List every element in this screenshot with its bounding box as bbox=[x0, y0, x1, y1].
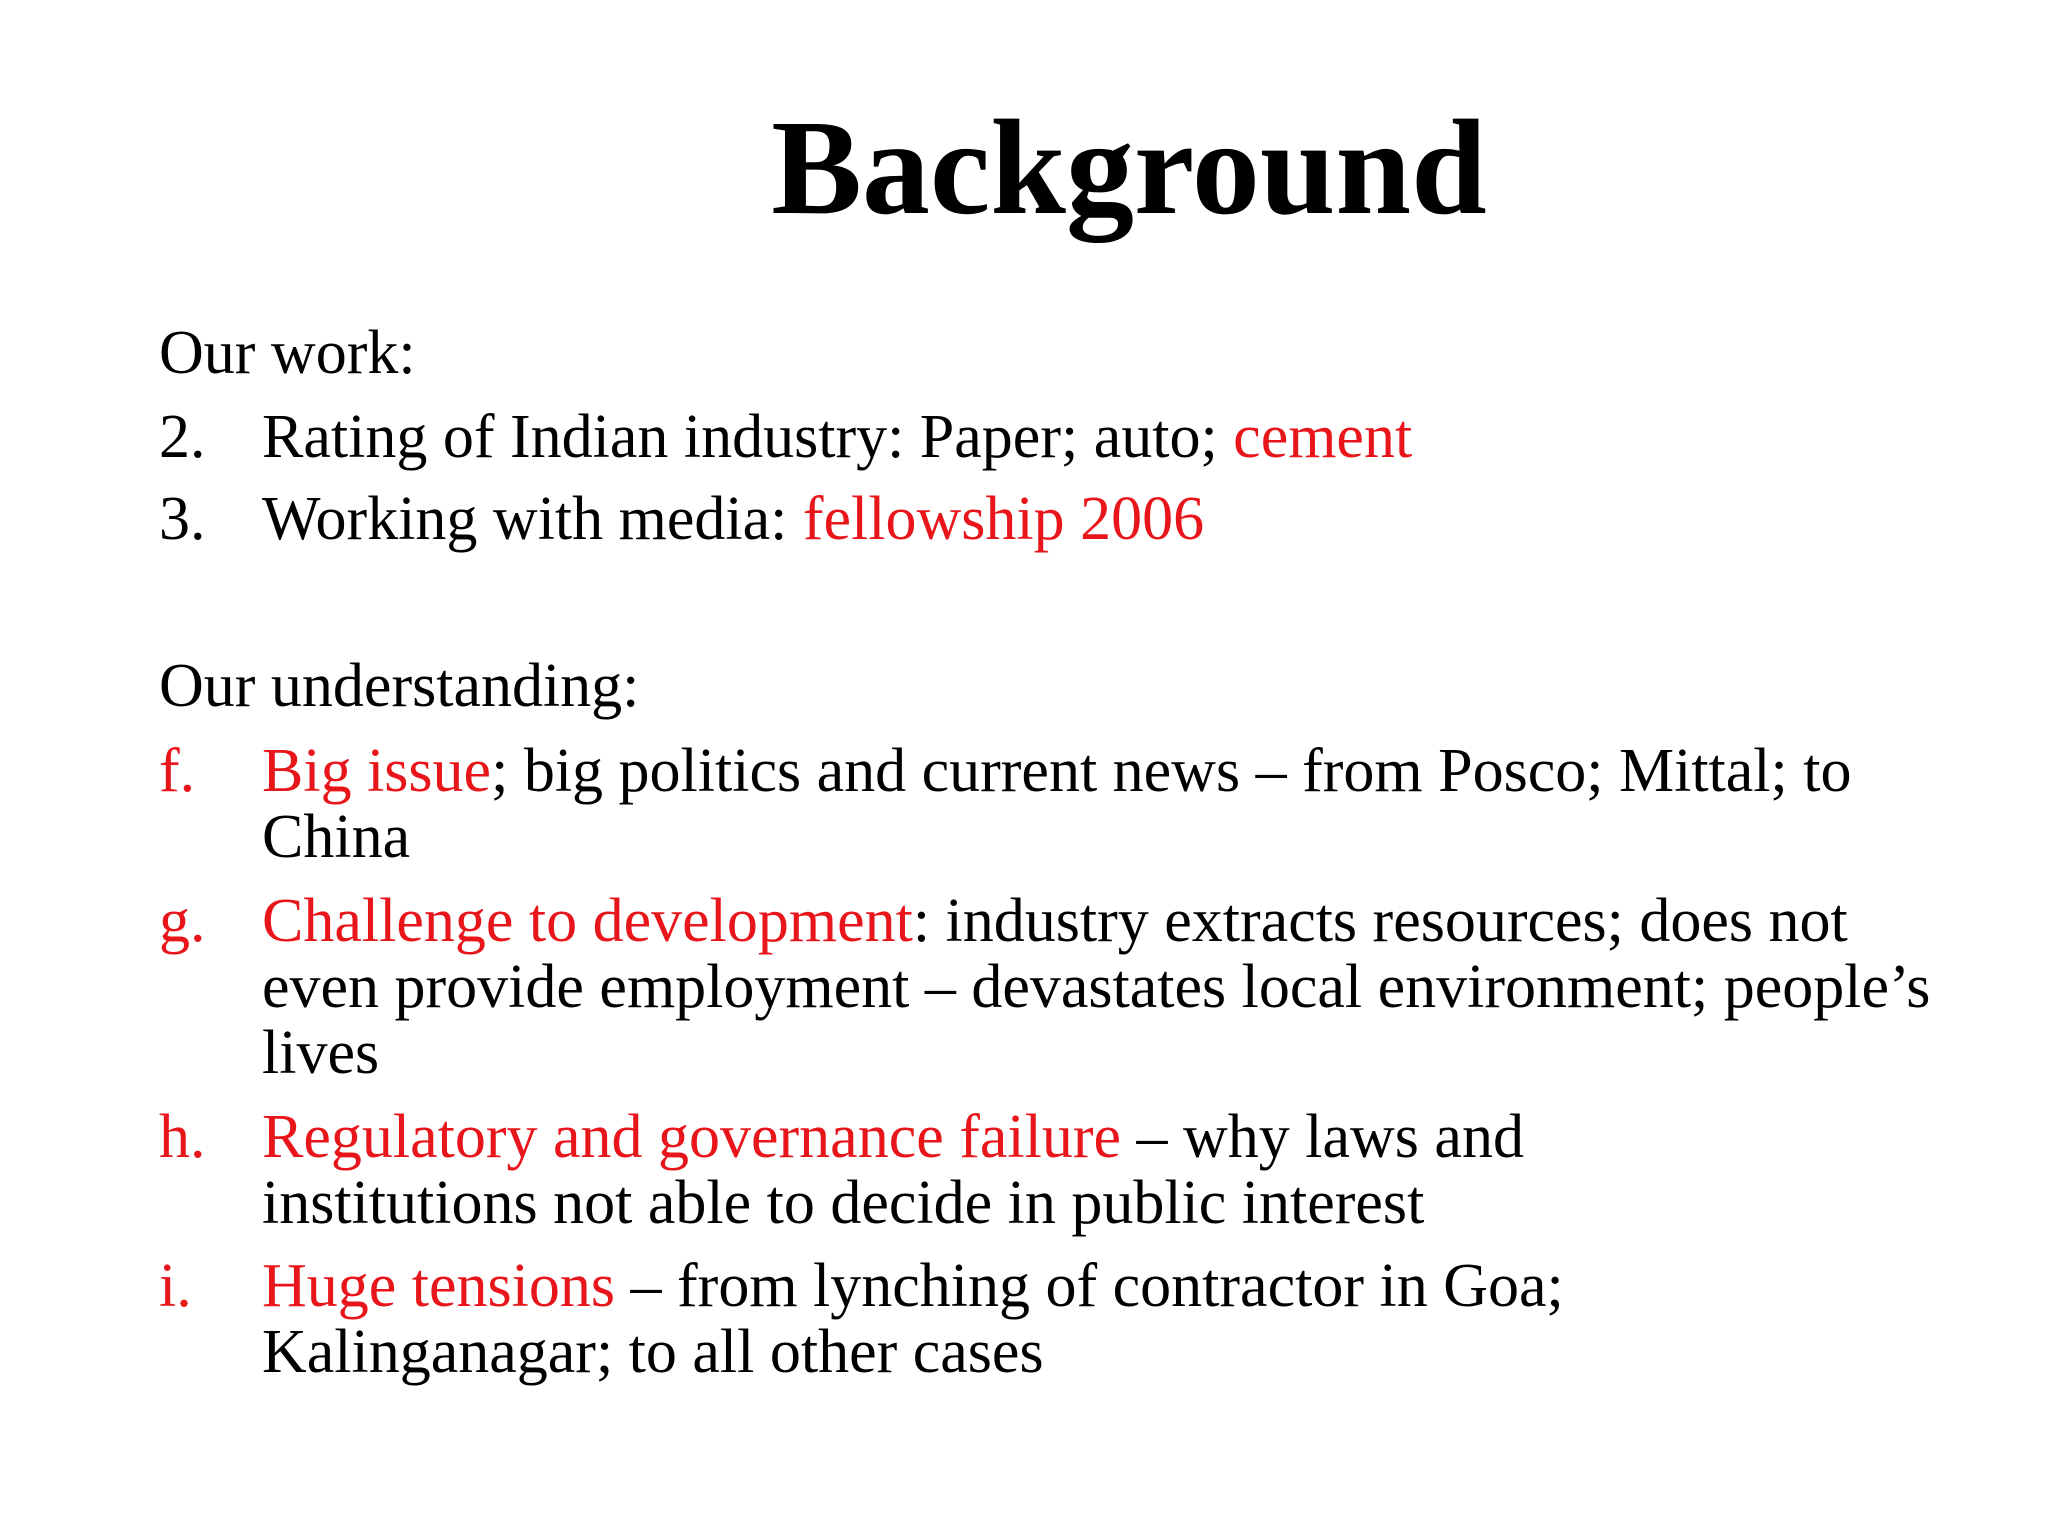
understanding-item-marker: f. bbox=[159, 737, 196, 805]
work-item-plain: Rating of Indian industry: Paper; auto; bbox=[262, 403, 1234, 471]
understanding-item-marker: i. bbox=[159, 1252, 192, 1320]
understanding-item-highlight: Challenge to development bbox=[262, 887, 913, 955]
understanding-item-rest: – from lynching of contractor in Goa; Kalinganagar; to all other cases bbox=[262, 1252, 1564, 1386]
understanding-item-marker: h. bbox=[159, 1103, 206, 1171]
work-item-text bbox=[262, 404, 1959, 470]
understanding-item-i bbox=[159, 1253, 1959, 1385]
work-item-marker: 2. bbox=[159, 403, 206, 471]
understanding-item-highlight: Huge tensions bbox=[262, 1252, 616, 1320]
understanding-item-text bbox=[262, 1253, 1822, 1385]
work-item-highlight: fellowship 2006 bbox=[802, 485, 1205, 553]
understanding-item-rest: – why laws and institutions not able to decide in public interest bbox=[262, 1103, 1524, 1237]
understanding-item-rest: : industry extracts resources; does not even provide employment – devastates local environment; people’s lives bbox=[262, 887, 1931, 1087]
work-item-plain: Working with media: bbox=[262, 485, 803, 553]
our-understanding-heading: Our understanding: bbox=[159, 652, 640, 720]
work-item-3 bbox=[159, 486, 1959, 552]
understanding-item-rest: ; big politics and current news – from Posco; Mittal; to China bbox=[262, 737, 1852, 871]
understanding-item-marker: g. bbox=[159, 887, 206, 955]
work-item-2 bbox=[159, 404, 1959, 470]
our-work-heading: Our work: bbox=[159, 319, 416, 387]
work-item-text bbox=[262, 486, 1959, 552]
understanding-item-text bbox=[262, 738, 1922, 870]
understanding-item-highlight: Regulatory and governance failure bbox=[262, 1103, 1122, 1171]
understanding-item-f bbox=[159, 738, 1959, 870]
understanding-item-g bbox=[159, 888, 1959, 1086]
understanding-item-text bbox=[262, 888, 1962, 1086]
understanding-item-h bbox=[159, 1104, 1959, 1236]
work-item-marker: 3. bbox=[159, 485, 206, 553]
understanding-item-highlight: Big issue bbox=[262, 737, 492, 805]
slide-title: Background bbox=[771, 93, 1487, 243]
understanding-item-text bbox=[262, 1104, 1742, 1236]
work-item-highlight: cement bbox=[1233, 403, 1413, 471]
